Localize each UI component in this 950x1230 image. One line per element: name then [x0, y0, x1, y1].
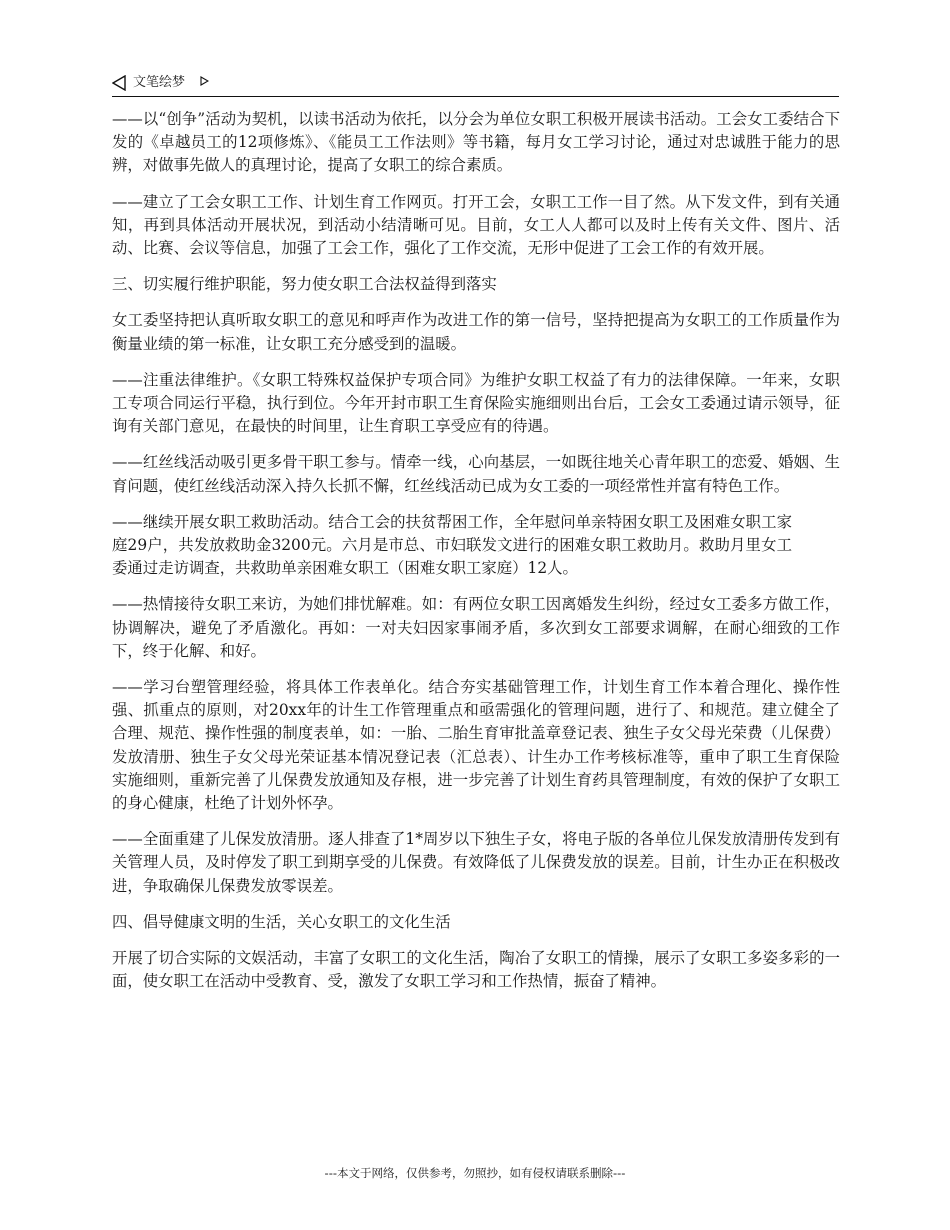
disclaimer-footer: ---本文于网络，仅供参考，勿照抄，如有侵权请联系删除--- [324, 1166, 626, 1180]
section-heading-4: 四、倡导健康文明的生活，关心女职工的文化生活 [112, 912, 451, 931]
document-body [112, 108, 840, 1007]
triangle-left-icon [112, 75, 126, 91]
paragraph-reading-activity: ——以“创争”活动为契机，以读书活动为依托，以分会为单位女职工积极开展读书活动。工会女工委结合下发的《卓越员工的12项修炼》、《能员工工作法则》等书籍，每月女工学习讨论，通过对忠诚胜于能力的思辨，对做事先做人的真理讨论，提高了女职工的综合素质。 [112, 110, 840, 175]
paragraph-red-thread: ——红丝线活动吸引更多骨干职工参与。情牵一线，心向基层，一如既往地关心青年职工的恋爱、婚姻、生育问题，使红丝线活动深入持久长抓不懈，红丝线活动已成为女工委的一项经常性并富有特色工作。 [112, 453, 840, 495]
paragraph-union-webpage: ——建立了工会女职工工作、计划生育工作网页。打开工会，女职工工作一目了然。从下发文件，到有关通知，再到具体活动开展状况，到活动小结清晰可见。目前，女工人人都可以及时上传有关文件、图片、活动、比赛、会议等信息，加强了工会工作，强化了工作交流，无形中促进了工会工作的有效开展。 [112, 192, 840, 258]
page-header [112, 72, 839, 97]
paragraph-legal-protection: ——注重法律维护。《女职工特殊权益保护专项合同》为维护女职工权益了有力的法律保障。一年来，女职工专项合同运行平稳，执行到位。今年开封市职工生育保险实施细则出台后，工会女工委通过请示领导，征询有关部门意见，在最快的时间里，让生育职工享受应有的待遇。 [112, 370, 840, 436]
paragraph-relief-activity: ——继续开展女职工救助活动。结合工会的扶贫帮困工作，全年慰问单亲特困女职工及困难女职工家庭29户，共发放救助金3200元。六月是市总、市妇联发文进行的困难女职工救助月。救助月里女工委通过走访调查，共救助单亲困难女职工（困难女职工家庭）12人。 [112, 512, 792, 578]
brand-text: 文笔绘梦 [133, 75, 186, 90]
section-heading-3: 三、切实履行维护职能，努力使女职工合法权益得到落实 [112, 275, 497, 294]
paragraph-formosa-management: ——学习台塑管理经验，将具体工作表单化。结合夯实基础管理工作，计划生育工作本着合理化、操作性强、抓重点的原则，对20xx年的计生工作管理重点和亟需强化的管理问题，进行了、和规范。建立健全了合理、规范、操作性强的制度表单，如：一胎、二胎生育审批盖章登记表、独生子女父母光荣费（儿保费）发放清册、独生子女父母光荣证基本情况登记表（汇总表）、计生办工作考核标准等，重申了职工生育保险实施细则，重新完善了儿保费发放通知及存根，进一步完善了计划生育药具管理制度，有效的保护了女职工的身心健康，杜绝了计划外怀孕。 [112, 678, 840, 813]
paragraph-listen-opinions: 女工委坚持把认真听取女职工的意见和呼声作为改进工作的第一信号，坚持把提高为女职工的工作质量作为衡量业绩的第一标准，让女职工充分感受到的温暖。 [112, 311, 840, 353]
triangle-right-icon [200, 76, 209, 86]
paragraph-cultural-activities: 开展了切合实际的文娱活动，丰富了女职工的文化生活，陶冶了女职工的情操，展示了女职工多姿多彩的一面，使女职工在活动中受教育、受，激发了女职工学习和工作热情，振奋了精神。 [112, 949, 840, 991]
paragraph-child-care-register: ——全面重建了儿保发放清册。逐人排查了1*周岁以下独生子女，将电子版的各单位儿保发放清册传发到有关管理人员，及时停发了职工到期享受的儿保费。有效降低了儿保费发放的误差。目前，计生办正在积极改进，争取确保儿保费发放零误差。 [112, 830, 840, 895]
paragraph-reception: ——热情接待女职工来访，为她们排忧解难。如：有两位女职工因离婚发生纠纷，经过女工委多方做工作，协调解决，避免了矛盾激化。再如：一对夫妇因家事闹矛盾，多次到女工部要求调解，在耐心细致的工作下，终于化解、和好。 [112, 595, 840, 660]
